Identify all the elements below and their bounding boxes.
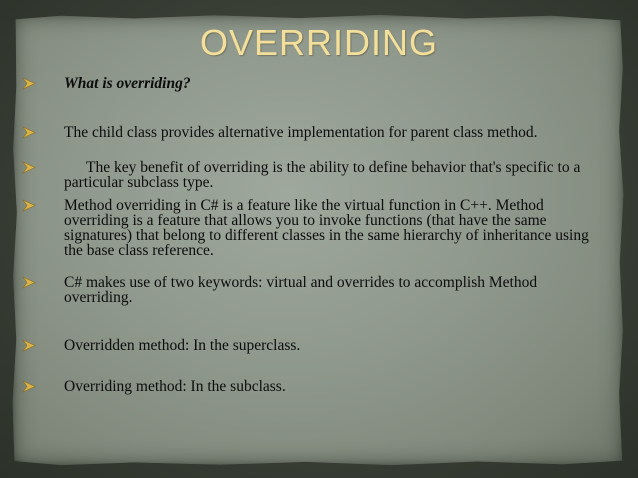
arrowhead-bullet-icon <box>22 275 36 290</box>
arrowhead-bullet-icon <box>22 379 36 394</box>
slide-title: OVERRIDING <box>199 22 439 63</box>
bullet-text: The child class provides alternative implementation for parent class method. <box>64 124 538 141</box>
bullet-item <box>22 379 602 394</box>
bullet-text: Method overriding in C# is a feature like the virtual function in C++. Method overriding is a feature that allows you to invoke functions (that have the same signatures) that belong to different classes in the same hierarchy of inheritance using the base class reference. <box>64 197 589 259</box>
bullet-text: C# makes use of two keywords: virtual and overrides to accomplish Method overriding. <box>64 274 538 306</box>
bullet-item <box>22 125 602 140</box>
bullet-text: The key benefit of overriding is the ability to define behavior that's specific to a particular subclass type. <box>64 159 581 191</box>
bullet-text: Overriding method: In the subclass. <box>64 378 286 395</box>
arrowhead-bullet-icon <box>22 125 36 140</box>
bullet-item <box>22 76 602 91</box>
arrowhead-bullet-icon <box>22 198 36 213</box>
bullet-item <box>22 338 602 353</box>
bullet-item <box>22 275 602 305</box>
bullet-item <box>22 160 602 190</box>
bullet-text: What is overriding? <box>64 75 191 92</box>
arrowhead-bullet-icon <box>22 160 36 175</box>
arrowhead-bullet-icon <box>22 76 36 91</box>
arrowhead-bullet-icon <box>22 338 36 353</box>
bullet-item <box>22 198 602 258</box>
bullet-text: Overridden method: In the superclass. <box>64 337 301 354</box>
